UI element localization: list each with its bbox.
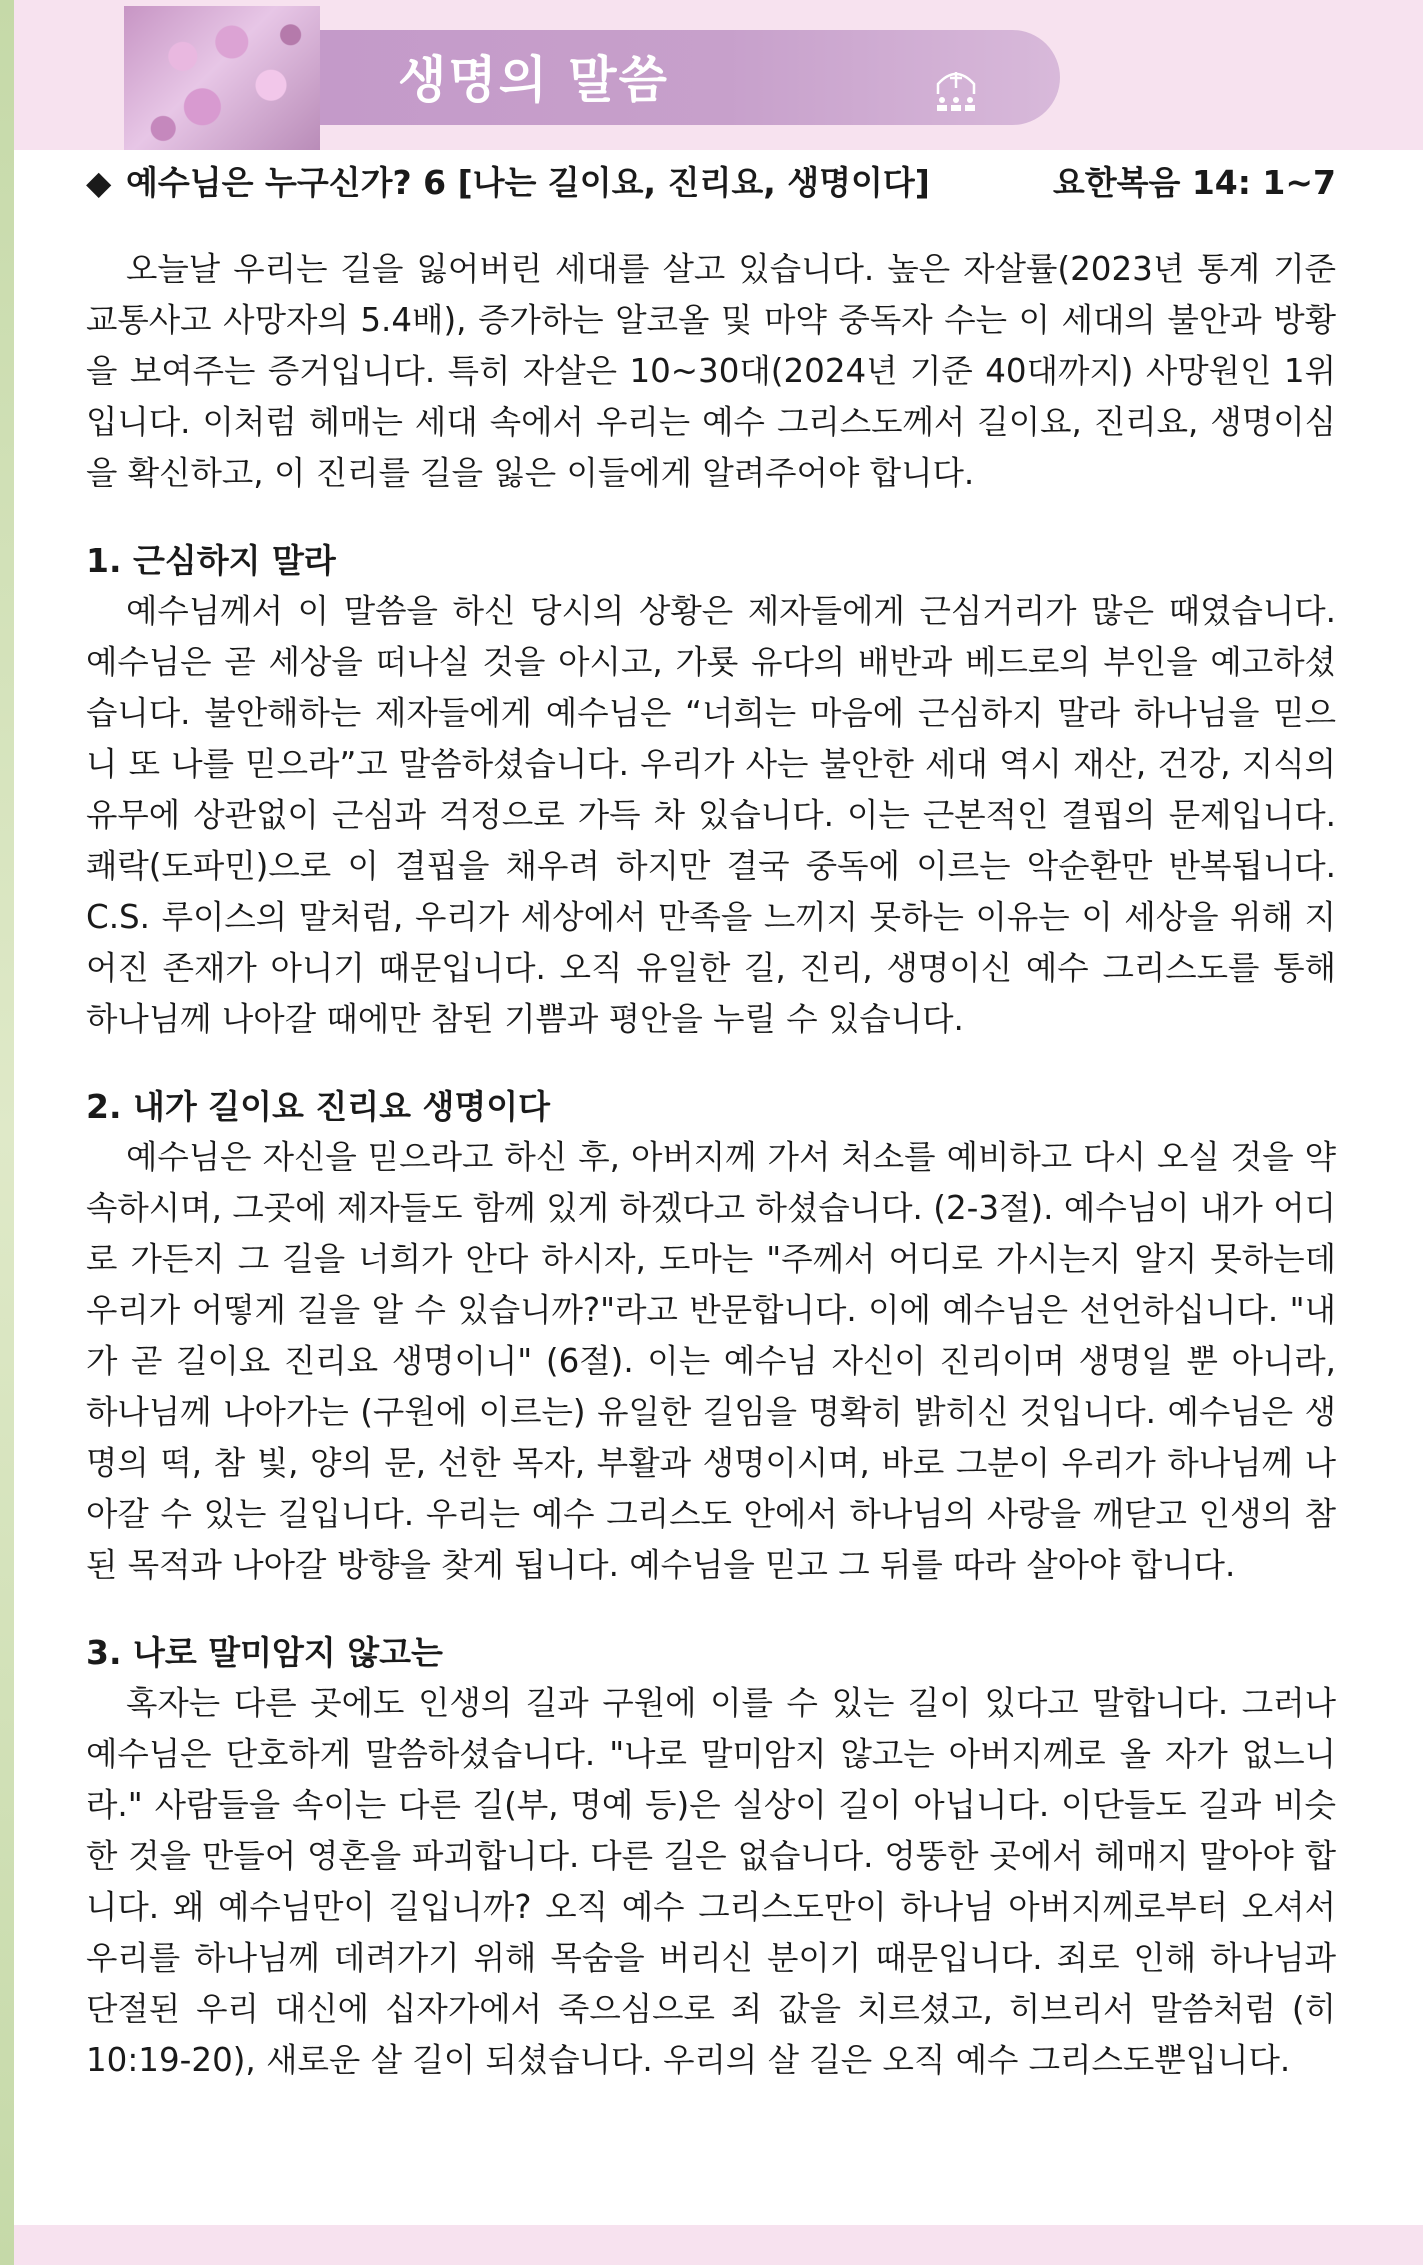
page-title: 생명의 말씀 bbox=[398, 51, 669, 109]
sermon-title: 예수님은 누구신가? 6 [나는 길이요, 진리요, 생명이다] bbox=[126, 163, 930, 202]
section-title-2: 2. 내가 길이요 진리요 생명이다 bbox=[86, 1087, 550, 1126]
footer-band bbox=[14, 2225, 1423, 2265]
scripture-reference: 요한복음 14: 1~7 bbox=[1052, 163, 1336, 202]
section-text-3: 혹자는 다른 곳에도 인생의 길과 구원에 이를 수 있는 길이 있다고 말합니다. 그러나 예수님은 단호하게 말씀하셨습니다. "나로 말미암지 않고는 아버지께로 올 자가 없느니라." 사람들을 속이는 다른 길(부, 명예 등)은 실상이 길이 아닙니다. 이단들도 길과 비슷한 것을 만들어 영혼을 파괴합니다. 다른 길은 없습니다. 엉뚱한 곳에서 헤매지 말아야 합니다. 왜 예수님만이 길입니까? 오직 예수 그리스도만이 하나님 아버지께로부터 오셔서 우리를 하나님께 데려가기 위해 목숨을 버리신 분이기 때문입니다. 죄로 인해 하나님과 단절된 우리 대신에 십자가에서 죽으심으로 죄 값을 치르셨고, 히브리서 말씀처럼 (히 10:19-20), 새로운 살 길이 되셨습니다. 우리의 살 길은 오직 예수 그리스도뿐입니다. bbox=[86, 1684, 1336, 2079]
flower-photo bbox=[124, 6, 320, 150]
church-icon bbox=[928, 60, 984, 116]
diamond-icon: ◆ bbox=[86, 163, 112, 202]
section-text-1: 예수님께서 이 말씀을 하신 당시의 상황은 제자들에게 근심거리가 많은 때였습니다. 예수님은 곧 세상을 떠나실 것을 아시고, 가룟 유다의 배반과 베드로의 부인을 예고하셨습니다. 불안해하는 제자들에게 예수님은 “너희는 마음에 근심하지 말라 하나님을 믿으니 또 나를 믿으라”고 말씀하셨습니다. 우리가 사는 불안한 세대 역시 재산, 건강, 지식의 유무에 상관없이 근심과 걱정으로 가득 차 있습니다. 이는 근본적인 결핍의 문제입니다. 쾌락(도파민)으로 이 결핍을 채우려 하지만 결국 중독에 이르는 악순환만 반복됩니다. C.S. 루이스의 말처럼, 우리가 세상에서 만족을 느끼지 못하는 이유는 이 세상을 위해 지어진 존재가 아니기 때문입니다. 오직 유일한 길, 진리, 생명이신 예수 그리스도를 통해 하나님께 나아갈 때에만 참된 기쁨과 평안을 누릴 수 있습니다. bbox=[86, 592, 1336, 1038]
intro-paragraph: 오늘날 우리는 길을 잃어버린 세대를 살고 있습니다. 높은 자살률(2023년 통계 기준 교통사고 사망자의 5.4배), 증가하는 알코올 및 마약 중독자 수는 이 세대의 불안과 방황을 보여주는 증거입니다. 특히 자살은 10~30대(2024년 기준 40대까지) 사망원인 1위입니다. 이처럼 헤매는 세대 속에서 우리는 예수 그리스도께서 길이요, 진리요, 생명이심을 확신하고, 이 진리를 길을 잃은 이들에게 알려주어야 합니다. bbox=[86, 250, 1336, 492]
section-text-2: 예수님은 자신을 믿으라고 하신 후, 아버지께 가서 처소를 예비하고 다시 오실 것을 약속하시며, 그곳에 제자들도 함께 있게 하겠다고 하셨습니다. (2-3절). 예수님이 내가 어디로 가든지 그 길을 너희가 안다 하시자, 도마는 "주께서 어디로 가시는지 알지 못하는데 우리가 어떻게 길을 알 수 있습니까?"라고 반문합니다. 이에 예수님은 선언하십니다. "내가 곧 길이요 진리요 생명이니" (6절). 이는 예수님 자신이 진리이며 생명일 뿐 아니라, 하나님께 나아가는 (구원에 이르는) 유일한 길임을 명확히 밝히신 것입니다. 예수님은 생명의 떡, 참 빛, 양의 문, 선한 목자, 부활과 생명이시며, 바로 그분이 우리가 하나님께 나아갈 수 있는 길입니다. 우리는 예수 그리스도 안에서 하나님의 사랑을 깨닫고 인생의 참된 목적과 나아갈 방향을 찾게 됩니다. 예수님을 믿고 그 뒤를 따라 살아야 합니다. bbox=[86, 1138, 1336, 1584]
section-title-3: 3. 나로 말미암지 않고는 bbox=[86, 1633, 443, 1672]
sermon-body bbox=[86, 244, 1336, 2086]
left-decorative-strip bbox=[0, 0, 14, 2265]
section-title-1: 1. 근심하지 말라 bbox=[86, 541, 336, 580]
verse-heading bbox=[86, 158, 1336, 208]
